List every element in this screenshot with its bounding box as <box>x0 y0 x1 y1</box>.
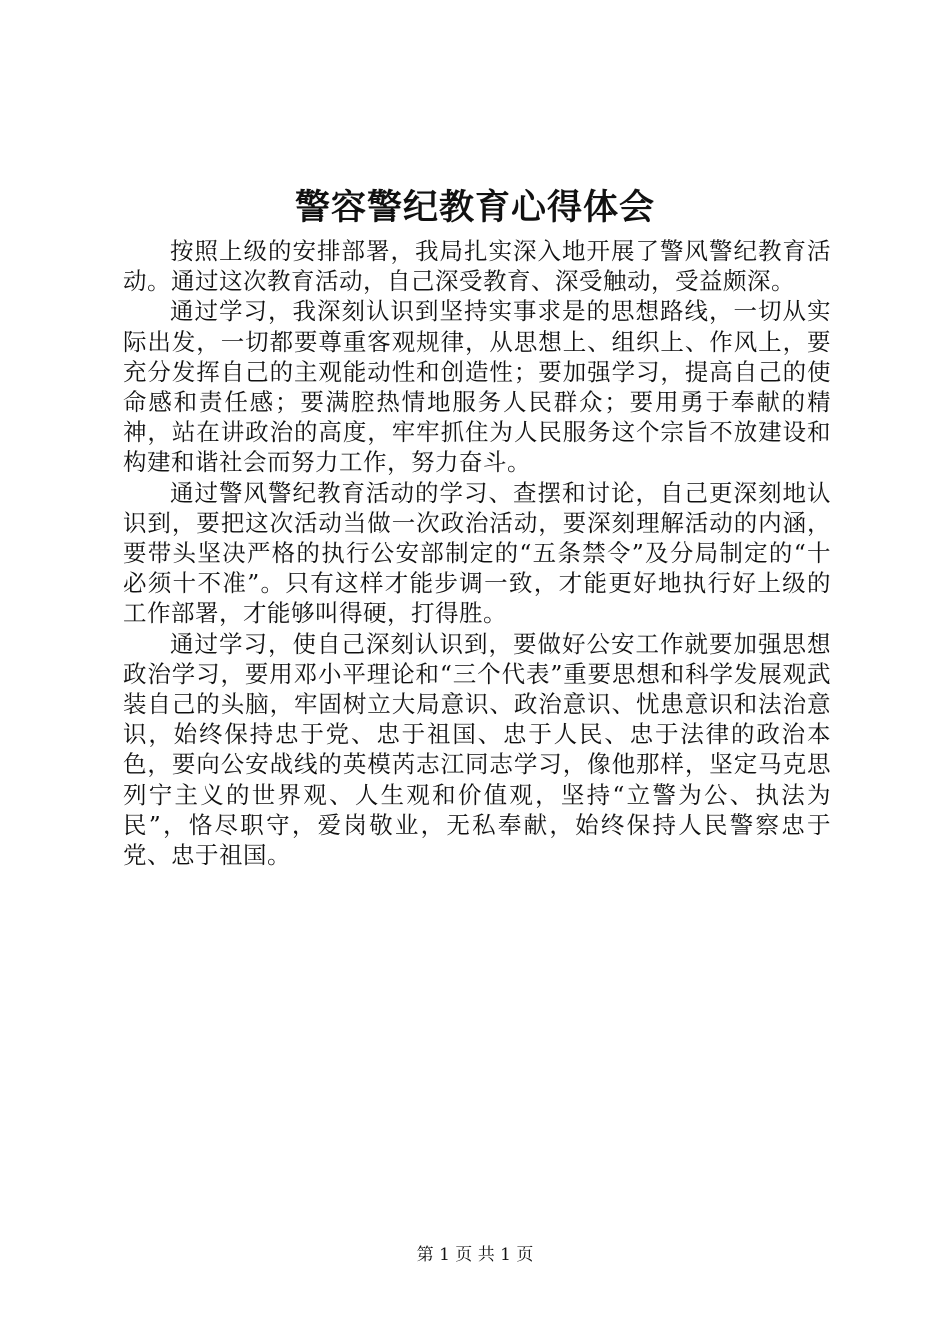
document-body <box>123 236 831 870</box>
paragraph-3: 通过警风警纪教育活动的学习、查摆和讨论，自己更深刻地认识到，要把这次活动当做一次政治活动，要深刻理解活动的内涵，要带头坚决严格的执行公安部制定的“五条禁令”及分局制定的“十必须十不准”。只有这样才能步调一致，才能更好地执行好上级的工作部署，才能够叫得硬，打得胜。 <box>123 478 831 628</box>
paragraph-4: 通过学习，使自己深刻认识到，要做好公安工作就要加强思想政治学习，要用邓小平理论和“三个代表”重要思想和科学发展观武装自己的头脑，牢固树立大局意识、政治意识、忧患意识和法治意识，始终保持忠于党、忠于祖国、忠于人民、忠于法律的政治本色，要向公安战线的英模芮志江同志学习，像他那样，坚定马克思列宁主义的世界观、人生观和价值观，坚持“立警为公、执法为民”，恪尽职守，爱岗敬业，无私奉献，始终保持人民警察忠于党、忠于祖国。 <box>123 629 831 870</box>
paragraph-2: 通过学习，我深刻认识到坚持实事求是的思想路线，一切从实际出发，一切都要尊重客观规律，从思想上、组织上、作风上，要充分发挥自己的主观能动性和创造性；要加强学习，提高自己的使命感和责任感；要满腔热情地服务人民群众；要用勇于奉献的精神，站在讲政治的高度，牢牢抓住为人民服务这个宗旨不放建设和构建和谐社会而努力工作，努力奋斗。 <box>123 297 831 477</box>
paragraph-1: 按照上级的安排部署，我局扎实深入地开展了警风警纪教育活动。通过这次教育活动，自己深受教育、深受触动，受益颇深。 <box>123 237 831 296</box>
document-title: 警容警纪教育心得体会 <box>294 187 655 228</box>
page-footer: 第 1 页 共 1 页 <box>416 1245 534 1265</box>
